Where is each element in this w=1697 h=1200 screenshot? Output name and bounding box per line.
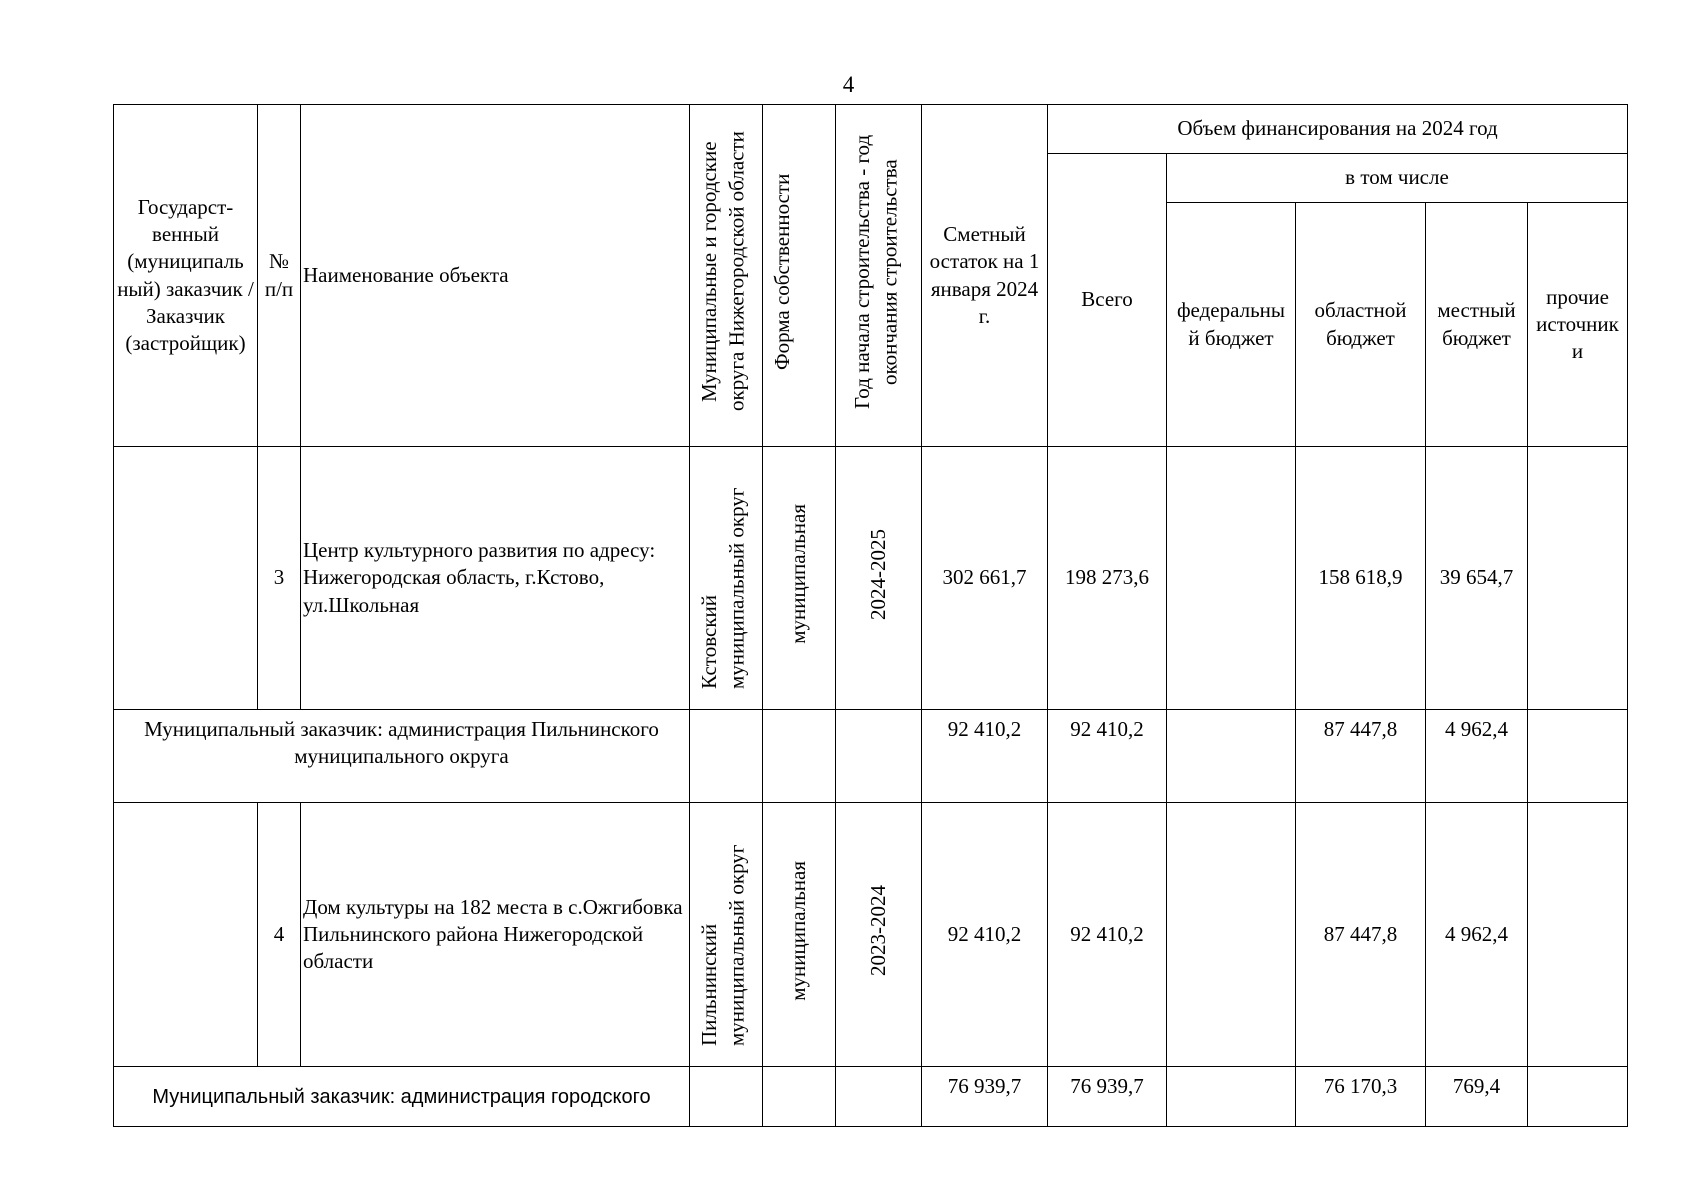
header-row-1	[114, 105, 1628, 154]
empty-cell	[690, 710, 763, 803]
customer-row	[114, 710, 1628, 803]
customer-cell	[114, 447, 258, 710]
customer-header: Государст-венный (муниципаль ный) заказчик / Заказчик (застройщик)	[114, 105, 258, 447]
object-name-cell: Дом культуры на 182 места в с.Ожгибовка Пильнинского района Нижегородской области	[301, 803, 690, 1067]
other-cell	[1528, 710, 1628, 803]
district-header-text: Муниципальные и городские округа Нижегородской области	[697, 131, 749, 412]
district-cell	[690, 447, 763, 710]
empty-cell	[763, 710, 836, 803]
regional-cell: 87 447,8	[1296, 803, 1426, 1067]
empty-cell	[836, 710, 922, 803]
number-cell: 3	[258, 447, 301, 710]
other-cell	[1528, 1067, 1628, 1127]
ownership-header-text: Форма собственности	[770, 173, 794, 371]
federal-cell	[1167, 710, 1296, 803]
federal-cell	[1167, 803, 1296, 1067]
total-cell: 92 410,2	[1048, 803, 1167, 1067]
federal-header: федеральны й бюджет	[1167, 203, 1296, 447]
years-text: 2023-2024	[865, 885, 890, 977]
years-header	[836, 105, 922, 447]
customer-cell	[114, 803, 258, 1067]
local-cell: 4 962,4	[1426, 710, 1528, 803]
number-header: № п/п	[258, 105, 301, 447]
regional-cell: 158 618,9	[1296, 447, 1426, 710]
ownership-cell	[763, 803, 836, 1067]
other-cell	[1528, 803, 1628, 1067]
local-cell: 39 654,7	[1426, 447, 1528, 710]
object-name-cell: Центр культурного развития по адресу: Нижегородская область, г.Кстово, ул.Школьная	[301, 447, 690, 710]
other-header: прочие источник и	[1528, 203, 1628, 447]
total-header: Всего	[1048, 154, 1167, 447]
estimate-cell: 302 661,7	[922, 447, 1048, 710]
empty-cell	[690, 1067, 763, 1127]
number-cell: 4	[258, 803, 301, 1067]
local-cell: 4 962,4	[1426, 803, 1528, 1067]
years-text: 2024-2025	[865, 528, 890, 620]
district-text: Кстовский муниципальный округ	[697, 487, 749, 690]
ownership-cell	[763, 447, 836, 710]
total-cell: 76 939,7	[1048, 1067, 1167, 1127]
ownership-header	[763, 105, 836, 447]
estimate-header: Сметный остаток на 1 января 2024 г.	[922, 105, 1048, 447]
regional-header: областной бюджет	[1296, 203, 1426, 447]
other-cell	[1528, 447, 1628, 710]
estimate-cell: 92 410,2	[922, 803, 1048, 1067]
customer-row	[114, 1067, 1628, 1127]
total-cell: 92 410,2	[1048, 710, 1167, 803]
years-header-text: Год начала строительства - год окончания строительства	[849, 134, 901, 409]
ownership-text: муниципальная	[786, 504, 811, 645]
financing-table	[113, 104, 1628, 1127]
years-cell	[836, 447, 922, 710]
total-cell: 198 273,6	[1048, 447, 1167, 710]
district-header	[690, 105, 763, 447]
table-row	[114, 803, 1628, 1067]
object-name-header: Наименование объекта	[301, 105, 690, 447]
customer-label: Муниципальный заказчик: администрация Пильнинского муниципального округа	[114, 710, 690, 803]
district-text: Пильнинский муниципальный округ	[697, 844, 749, 1046]
federal-cell	[1167, 1067, 1296, 1127]
empty-cell	[836, 1067, 922, 1127]
regional-cell: 87 447,8	[1296, 710, 1426, 803]
estimate-cell: 76 939,7	[922, 1067, 1048, 1127]
empty-cell	[763, 1067, 836, 1127]
district-cell	[690, 803, 763, 1067]
federal-cell	[1167, 447, 1296, 710]
local-header: местный бюджет	[1426, 203, 1528, 447]
table-row	[114, 447, 1628, 710]
local-cell: 769,4	[1426, 1067, 1528, 1127]
financing-title-header: Объем финансирования на 2024 год	[1048, 105, 1628, 154]
regional-cell: 76 170,3	[1296, 1067, 1426, 1127]
years-cell	[836, 803, 922, 1067]
customer-label: Муниципальный заказчик: администрация городского	[114, 1067, 690, 1127]
ownership-text: муниципальная	[786, 860, 811, 1001]
including-header: в том числе	[1167, 154, 1628, 203]
page-number: 4	[842, 72, 855, 97]
estimate-cell: 92 410,2	[922, 710, 1048, 803]
